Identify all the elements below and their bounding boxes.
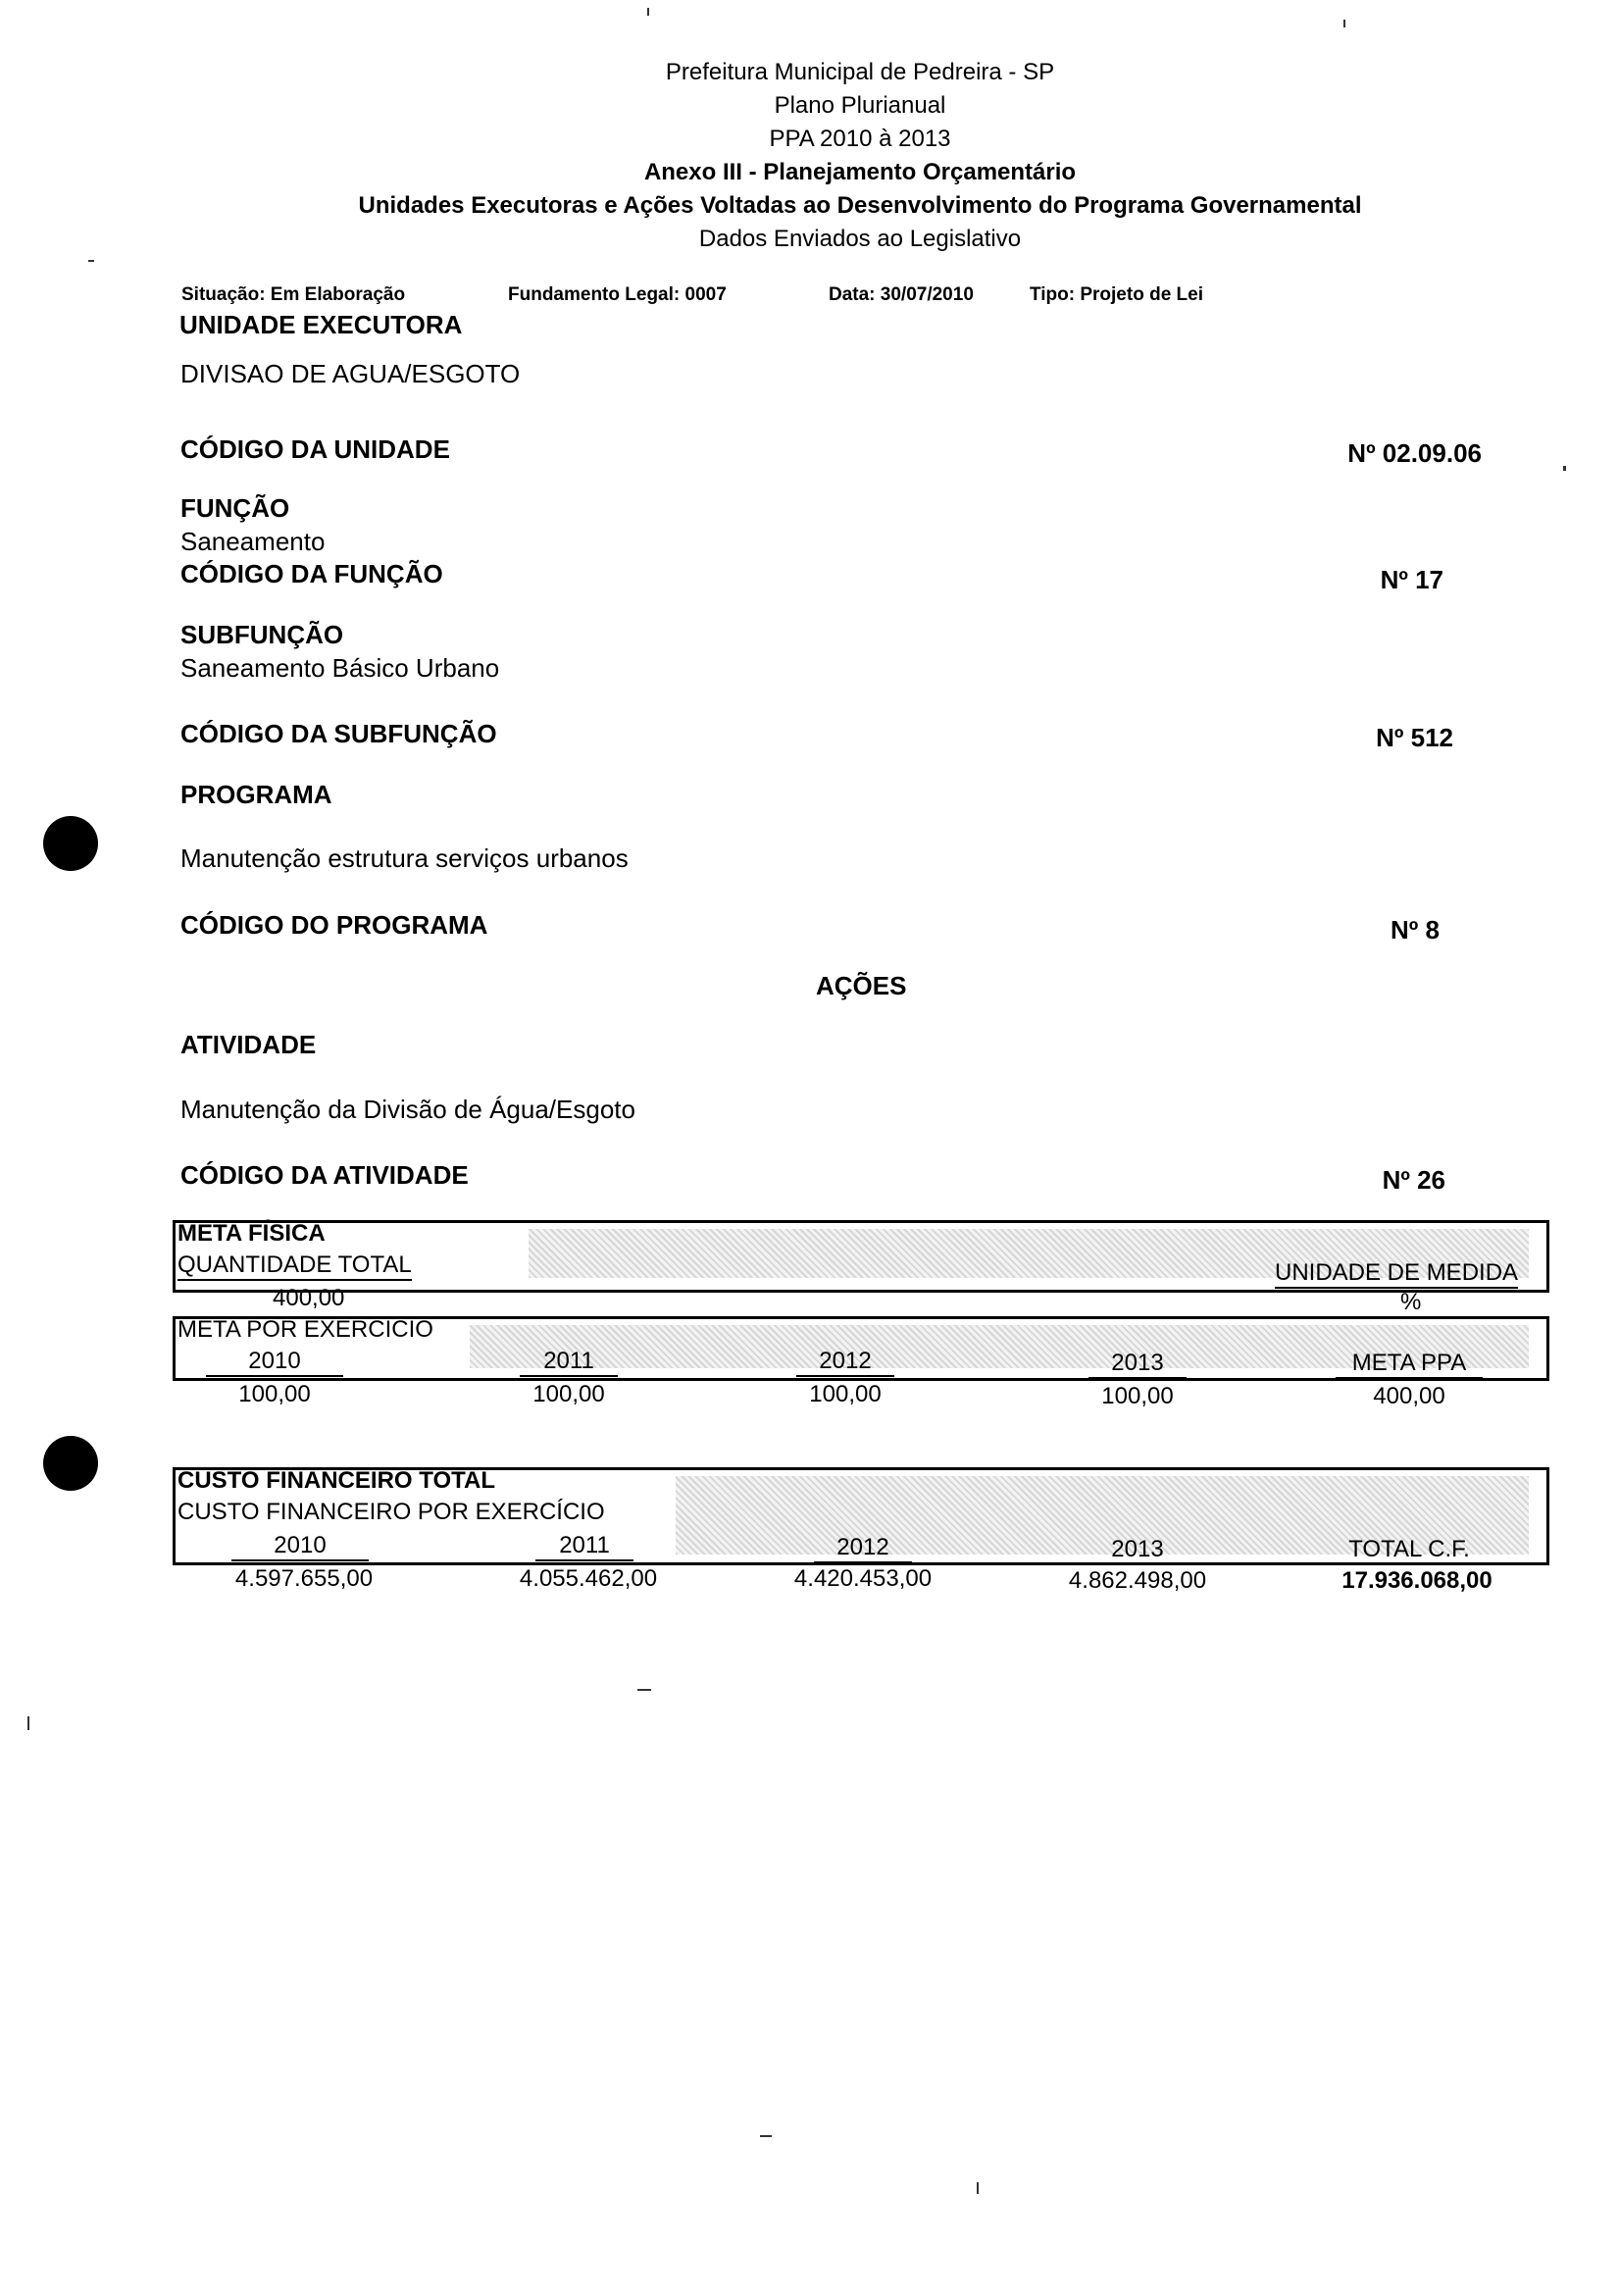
custo-year-2012: 2012 xyxy=(814,1534,912,1563)
header-plano: Plano Plurianual xyxy=(774,92,946,119)
quantidade-total-value: 400,00 xyxy=(273,1285,345,1311)
funcao-value: Saneamento xyxy=(180,527,326,556)
meta-year-2012: 2012 xyxy=(796,1348,894,1377)
punch-hole-bottom xyxy=(43,1436,98,1491)
subfuncao-label: SUBFUNÇÃO xyxy=(180,620,344,649)
custo-value-2011: 4.055.462,00 xyxy=(519,1565,658,1592)
header-ppa: PPA 2010 à 2013 xyxy=(769,126,951,152)
meta-exercicio-title: META POR EXERCÍCIO xyxy=(177,1316,433,1343)
codigo-programa-label: CÓDIGO DO PROGRAMA xyxy=(180,910,488,940)
header-anexo: Anexo III - Planejamento Orçamentário xyxy=(643,159,1077,185)
custo-total-label: TOTAL C.F. xyxy=(1336,1536,1483,1565)
custo-year-2010: 2010 xyxy=(231,1532,369,1561)
meta-value-2013: 100,00 xyxy=(1101,1383,1174,1409)
meta-year-2010: 2010 xyxy=(206,1348,343,1377)
codigo-unidade-label: CÓDIGO DA UNIDADE xyxy=(180,434,450,464)
custo-year-2013: 2013 xyxy=(1088,1536,1187,1565)
custo-value-2010: 4.597.655,00 xyxy=(234,1565,374,1592)
meta-ppa-label: META PPA xyxy=(1336,1350,1483,1379)
tipo: Tipo: Projeto de Lei xyxy=(1030,284,1203,305)
meta-value-2012: 100,00 xyxy=(809,1381,882,1407)
meta-value-2010: 100,00 xyxy=(238,1381,311,1407)
custo-year-2011: 2011 xyxy=(535,1532,633,1561)
punch-hole-top xyxy=(43,816,98,871)
codigo-atividade-value: Nº 26 xyxy=(1382,1165,1445,1195)
unidade-executora-label: UNIDADE EXECUTORA xyxy=(179,310,463,339)
fundamento-legal: Fundamento Legal: 0007 xyxy=(508,284,727,305)
codigo-funcao-label: CÓDIGO DA FUNÇÃO xyxy=(180,559,443,588)
scan-speck xyxy=(637,1689,651,1691)
meta-year-2013: 2013 xyxy=(1088,1350,1187,1379)
meta-year-2011: 2011 xyxy=(520,1348,618,1377)
unidade-executora-value: DIVISAO DE AGUA/ESGOTO xyxy=(180,359,521,388)
acoes-title: AÇÕES xyxy=(816,971,907,1000)
codigo-funcao-value: Nº 17 xyxy=(1380,565,1443,594)
meta-value-2011: 100,00 xyxy=(532,1381,605,1407)
scan-speck xyxy=(647,8,649,16)
programa-value: Manutenção estrutura serviços urbanos xyxy=(180,843,629,873)
header-unidades: Unidades Executoras e Ações Voltadas ao Desenvolvimento do Programa Governamental xyxy=(358,192,1362,219)
atividade-value: Manutenção da Divisão de Água/Esgoto xyxy=(180,1095,635,1124)
scan-speck xyxy=(760,2135,772,2137)
meta-fisica-title: META FÍSICA xyxy=(177,1220,326,1247)
subfuncao-value: Saneamento Básico Urbano xyxy=(180,653,500,683)
codigo-atividade-label: CÓDIGO DA ATIVIDADE xyxy=(180,1160,469,1190)
quantidade-total-label: QUANTIDADE TOTAL xyxy=(177,1251,412,1281)
codigo-unidade-value: Nº 02.09.06 xyxy=(1347,438,1482,468)
scan-speck xyxy=(1343,20,1345,27)
custo-total-value: 17.936.068,00 xyxy=(1341,1567,1493,1594)
unidade-medida-label: UNIDADE DE MEDIDA xyxy=(1275,1259,1518,1289)
funcao-label: FUNÇÃO xyxy=(180,493,290,523)
programa-label: PROGRAMA xyxy=(180,780,332,809)
custo-total-title: CUSTO FINANCEIRO TOTAL xyxy=(177,1467,495,1494)
custo-exercicio-title: CUSTO FINANCEIRO POR EXERCÍCIO xyxy=(177,1499,605,1525)
codigo-subfuncao-value: Nº 512 xyxy=(1376,723,1453,752)
scan-speck xyxy=(1563,466,1566,471)
data: Data: 30/07/2010 xyxy=(829,284,974,305)
custo-value-2012: 4.420.453,00 xyxy=(793,1565,933,1592)
unidade-medida-value: % xyxy=(1400,1289,1422,1315)
scan-speck xyxy=(977,2182,979,2194)
atividade-label: ATIVIDADE xyxy=(180,1030,317,1059)
scan-speck xyxy=(27,1716,29,1730)
meta-ppa-value: 400,00 xyxy=(1373,1383,1445,1409)
custo-value-2013: 4.862.498,00 xyxy=(1068,1567,1207,1594)
header-prefeitura: Prefeitura Municipal de Pedreira - SP xyxy=(665,59,1055,85)
codigo-subfuncao-label: CÓDIGO DA SUBFUNÇÃO xyxy=(180,719,497,748)
codigo-programa-value: Nº 8 xyxy=(1391,915,1440,944)
header-dados: Dados Enviados ao Legislativo xyxy=(698,226,1022,252)
situacao: Situação: Em Elaboração xyxy=(181,284,406,305)
scan-speck xyxy=(88,260,94,262)
